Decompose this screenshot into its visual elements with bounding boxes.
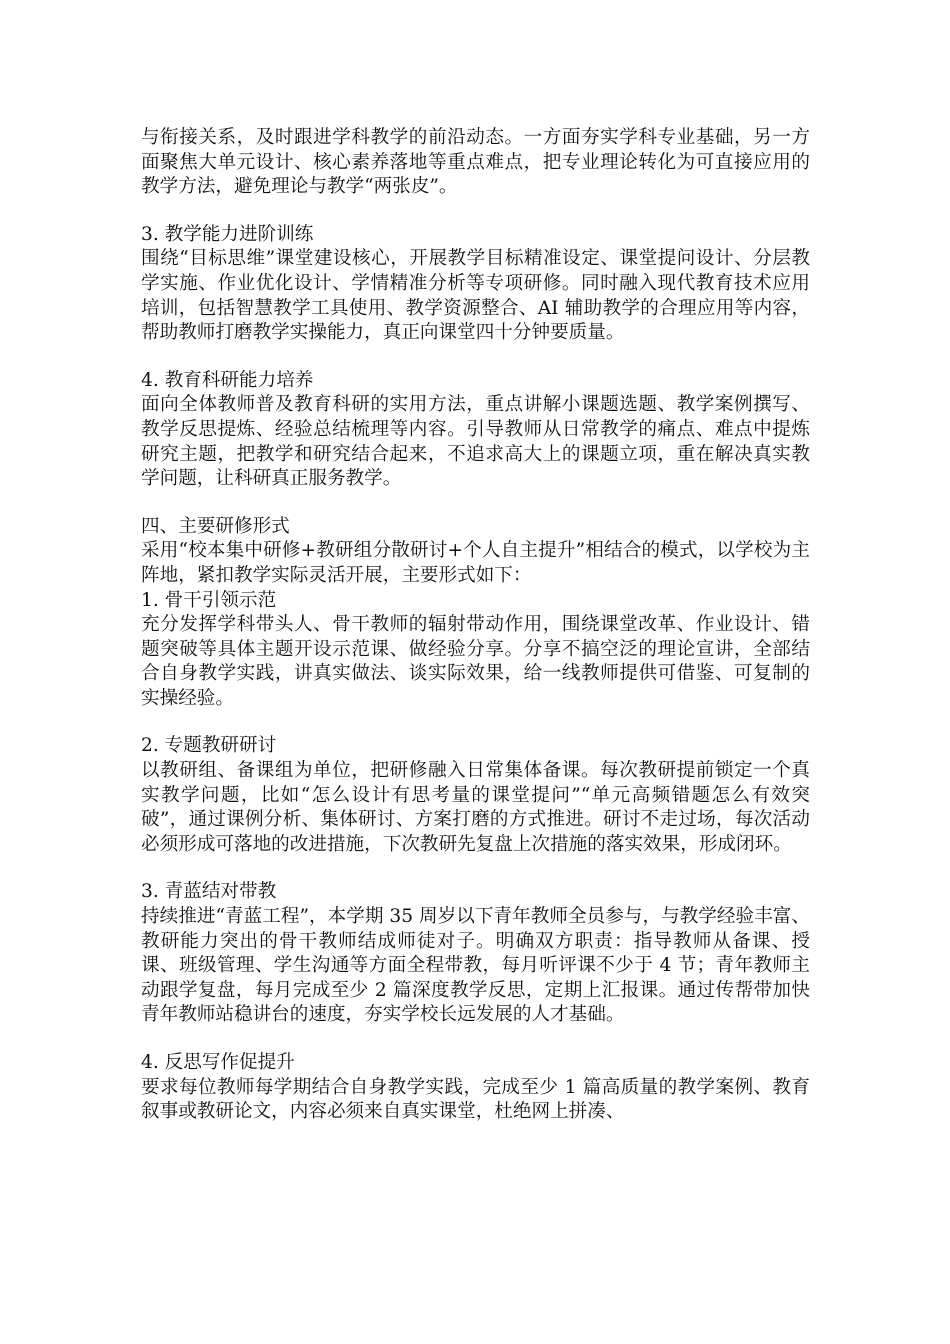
- paragraph: 充分发挥学科带头人、骨干教师的辐射带动作用，围绕课堂改革、作业设计、错题突破等具体主题开设示范课、做经验分享。分享不搞空泛的理论宣讲，全部结合自身教学实践，讲真实做法、谈实际效果，给一线教师提供可借鉴、可复制的实操经验。: [141, 614, 810, 709]
- section-mentoring: [141, 880, 810, 1028]
- section-heading: 3. 青蓝结对带教: [141, 881, 277, 903]
- section-heading: 4. 教育科研能力培养: [141, 369, 314, 391]
- section-heading: 2. 专题教研研讨: [141, 735, 277, 757]
- section-intro-continued: [141, 126, 810, 200]
- paragraph: 与衔接关系，及时跟进学科教学的前沿动态。一方面夯实学科专业基础，另一方面聚焦大单元设计、核心素养落地等重点难点，把专业理论转化为可直接应用的教学方法，避免理论与教学“两张皮”。: [141, 127, 810, 198]
- section-reflection-writing: [141, 1051, 810, 1125]
- section-teaching-ability: [141, 223, 810, 346]
- section-backbone-demo: [141, 589, 810, 712]
- paragraph: 要求每位教师每学期结合自身教学实践，完成至少 1 篇高质量的教学案例、教育叙事或教研论文，内容必须来自真实课堂，杜绝网上拼凑、: [141, 1076, 810, 1123]
- section-topic-research: [141, 734, 810, 857]
- section-heading: 3. 教学能力进阶训练: [141, 223, 314, 245]
- paragraph: 采用“校本集中研修+教研组分散研讨+个人自主提升”相结合的模式，以学校为主阵地，紧扣教学实际灵活开展，主要形式如下：: [141, 540, 810, 586]
- paragraph: 以教研组、备课组为单位，把研修融入日常集体备课。每次教研提前锁定一个真实教学问题，比如“怎么设计有思考量的课堂提问”“单元高频错题怎么有效突破”，通过课例分析、集体研讨、方案打磨的方式推进。研讨不走过场，每次活动必须形成可落地的改进措施，下次教研先复盘上次措施的落实效果，形成闭环。: [141, 760, 810, 855]
- section-heading: 四、主要研修形式: [141, 515, 290, 537]
- paragraph: 面向全体教师普及教育科研的实用方法，重点讲解小课题选题、教学案例撰写、教学反思提炼、经验总结梳理等内容。引导教师从日常教学的痛点、难点中提炼研究主题，把教学和研究结合起来，不追求高大上的课题立项，重在解决真实教学问题，让科研真正服务教学。: [141, 394, 810, 490]
- paragraph: 围绕“目标思维”课堂建设核心，开展教学目标精准设定、课堂提问设计、分层教学实施、作业优化设计、学情精准分析等专项研修。同时融入现代教育技术应用培训，包括智慧教学工具使用、教学资源整合、AI 辅助教学的合理应用等内容，帮助教师打磨教学实操能力，真正向课堂四十分钟要质量。: [141, 248, 810, 344]
- paragraph: 持续推进“青蓝工程”，本学期 35 周岁以下青年教师全员参与，与教学经验丰富、教研能力突出的骨干教师结成师徒对子。明确双方职责：指导教师从备课、授课、班级管理、学生沟通等方面全程带教，每月听评课不少于 4 节；青年教师主动跟学复盘，每月完成至少 2 篇深度教学反思，定期上汇报课。通过传帮带加快青年教师站稳讲台的速度，夯实学校长远发展的人才基础。: [141, 906, 810, 1026]
- section-heading: 4. 反思写作促提升: [141, 1052, 295, 1073]
- section-heading: 1. 骨干引领示范: [141, 589, 277, 611]
- section-research-ability: [141, 369, 810, 492]
- section-training-forms: [141, 515, 810, 589]
